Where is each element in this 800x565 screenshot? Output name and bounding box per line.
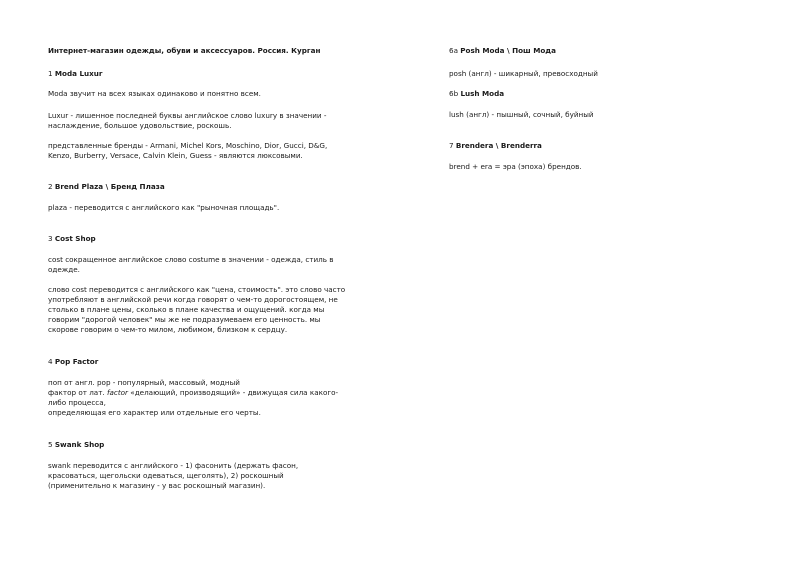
- section-6a-heading: 6a Posh Moda \ Пош Мода: [449, 46, 556, 55]
- section-7-paragraph: brend + era = эра (эпоха) брендов.: [449, 162, 582, 171]
- section-7-heading: 7 Brendera \ Brenderra: [449, 141, 542, 150]
- section-1-paragraph: Moda звучит на всех языках одинаково и понятно всем.: [48, 89, 261, 98]
- section-1-paragraph: Luxur - лишенное последней буквы английское слово luxury в значении - наслаждение, большое удовольствие, роскошь.: [48, 111, 327, 130]
- section-2-paragraph: plaza - переводится с английского как "рыночная площадь".: [48, 203, 280, 212]
- section-5-paragraph: swank переводится с английского - 1) фасонить (держать фасон, красоваться, щегольски одеваться, щеголять), 2) роскошный (применительно к магазину - у вас роскошный магазин).: [48, 461, 299, 490]
- section-6a-paragraph: posh (англ) - шикарный, превосходный: [449, 69, 598, 78]
- document-title: Интернет-магазин одежды, обуви и аксессуаров. Россия. Курган: [48, 46, 321, 55]
- section-6b-paragraph: lush (англ) - пышный, сочный, буйный: [449, 110, 594, 119]
- section-3-heading: 3 Cost Shop: [48, 234, 96, 243]
- section-1-paragraph: представленные бренды - Armani, Michel Kors, Moschino, Dior, Gucci, D&G, Kenzo, Burberry, Versace, Calvin Klein, Guess - являются люксовыми.: [48, 141, 328, 160]
- section-4-heading: 4 Pop Factor: [48, 357, 99, 366]
- section-3-paragraph: слово cost переводится с английского как "цена, стоимость". это слово часто употребляют в английской речи когда говорят о чем-то дорогостоящем, не столько в плане цены, сколько в плане качества и ощущений. когда мы говорим "дорогой человек" мы же не подразумеваем его ценность. мы скорове говорим о чем-то милом, любимом, близком к сердцу.: [48, 285, 346, 334]
- section-5-heading: 5 Swank Shop: [48, 440, 105, 449]
- section-6b-heading: 6b Lush Moda: [449, 89, 505, 98]
- section-4-paragraph: поп от англ. pop - популярный, массовый, модный фактор от лат. factor «делающий, производящий» - движущая сила какого- либо процесса, определяющая его характер или отдельные его черты.: [48, 378, 339, 417]
- section-1-heading: 1 Moda Luxur: [48, 69, 103, 78]
- section-3-paragraph: cost сокращенное английское слово costume в значении - одежда, стиль в одежде.: [48, 255, 334, 274]
- section-2-heading: 2 Brend Plaza \ Бренд Плаза: [48, 182, 165, 191]
